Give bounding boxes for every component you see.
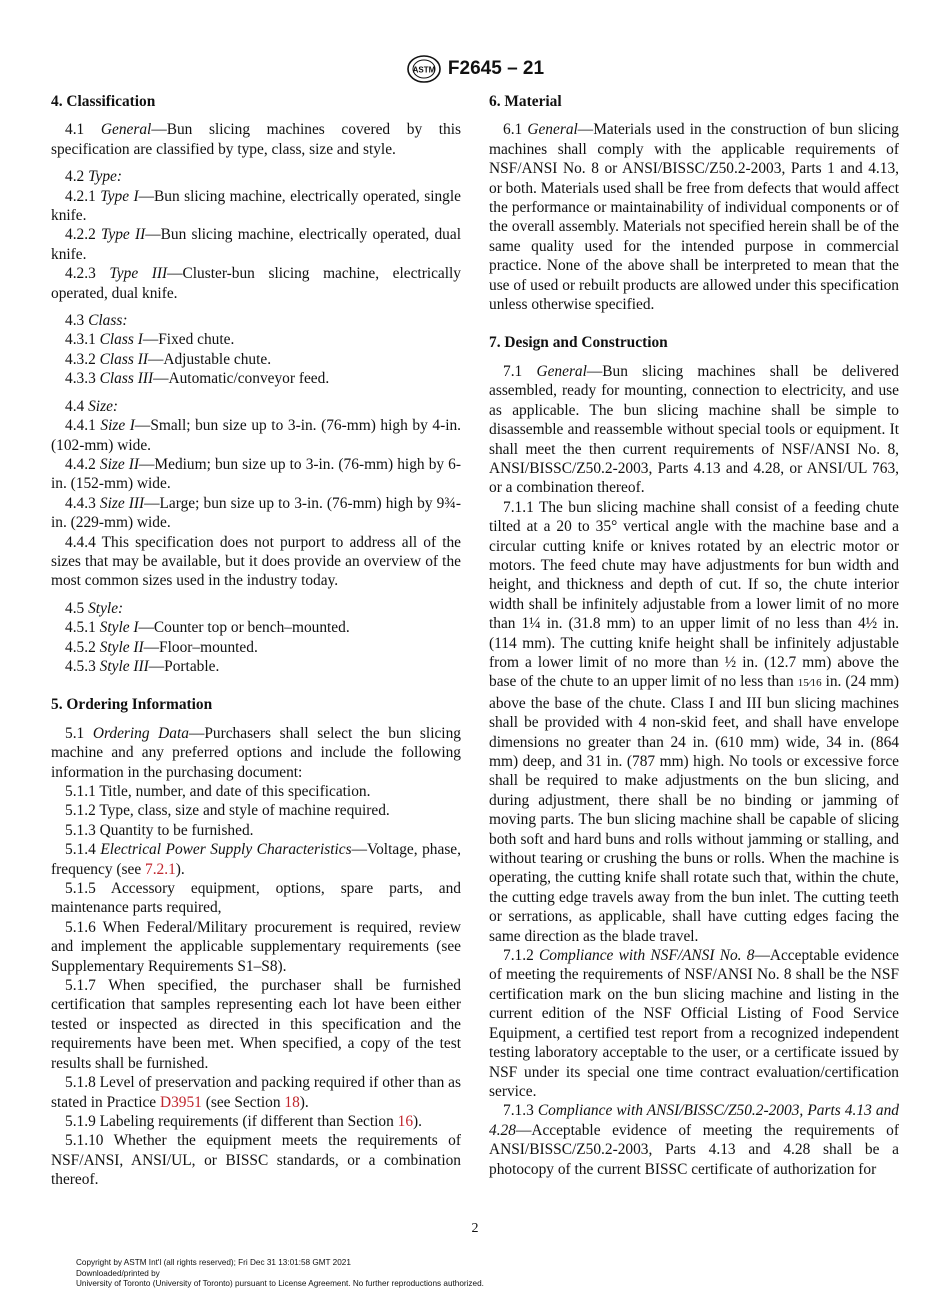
para-4-1: 4.1 General—Bun slicing machines covered by this specification are classified by type, class, size and style.: [51, 121, 461, 158]
copyright-footer: [76, 1258, 484, 1290]
para-7-1-1: 7.1.1 The bun slicing machine shall consist of a feeding chute tilted at a 20 to 35° vertical angle with the machine base and a circular cutting knife or knives rotated by an electric motor or motors. The feed chute may have adjustments for bun width and height, and thickness and depth of cut. If so, the chute interior width shall be infinitely adjustable from a lower limit of no more than 1¼ in. (31.8 mm) to an upper limit of no less than 4½ in. (114 mm). The cutting knife height shall be infinitely adjustable from a lower limit of no more than ½ in. (12.7 mm) above the base of the chute to an upper limit of no less than 15⁄16 in. (24 mm) above the base of the chute. Class I and III bun slicing machines shall be provided with 4 non-skid feet, and shall have envelope dimensions no greater than 24 in. (610 mm) wide, 34 in. (864 mm) deep, and 31 in. (787 mm) high. No tools or excessive force shall be required to make adjustments on the bun slicing, and during adjustment, there shall be no binding or jamming of moving parts. The bun slicing machine shall be capable of slicing both soft and hard buns and rolls without jamming or stalling, and without tearing or crushing the buns or rolls. When the machine is operating, the cutting knife shall rotate such that, within the chute, the cutting edge travels away from the bun inlet. The cutting teeth or serrations, as applicable, shall have cutting edges facing the same direction as the blade travel.: [489, 498, 899, 945]
para-5-1-3: 5.1.3 Quantity to be furnished.: [65, 821, 254, 839]
para-4-5-3: 4.5.3 Style III—Portable.: [65, 657, 220, 675]
para-5-1-2: 5.1.2 Type, class, size and style of machine required.: [65, 802, 390, 820]
para-5-1-7: 5.1.7 When specified, the purchaser shall be furnished certification that samples representing each lot have been either tested or inspected as directed in this specification and the requirements have been met. When specified, a copy of the test results shall be furnished.: [51, 977, 461, 1072]
para-4-5-2: 4.5.2 Style II—Floor–mounted.: [65, 638, 258, 656]
footer-line-1: Copyright by ASTM Int'l (all rights reserved); Fri Dec 31 13:01:58 GMT 2021: [76, 1258, 351, 1267]
para-6-1: 6.1 General—Materials used in the construction of bun slicing machines shall comply with the applicable requirements of NSF/ANSI No. 8 or ANSI/BISSC/Z50.2-2003, Parts 1 and 4.13, or both. Materials used shall be free from defects that would affect the performance or maintainability of individual components or of the overall assembly. Materials not specified herein shall be of the same quality used for the intended purpose in commercial practice. None of the above shall be interpreted to mean that the use of used or rebuilt products are allowed under this specification unless otherwise specified.: [489, 121, 899, 314]
para-4-3-2: 4.3.2 Class II—Adjustable chute.: [65, 350, 272, 368]
left-column: [51, 92, 461, 1190]
para-5-1-5: 5.1.5 Accessory equipment, options, spare parts, and maintenance parts required,: [51, 880, 461, 917]
link-section-16[interactable]: 16: [397, 1112, 414, 1130]
para-4-2-2: 4.2.2 Type II—Bun slicing machine, electrically operated, dual knife.: [51, 226, 461, 263]
para-4-4: 4.4 Size:: [65, 397, 119, 415]
logo-text: ASTM: [412, 65, 436, 75]
page-header: [0, 54, 950, 84]
right-column: [489, 92, 899, 1179]
section-7-title: 7. Design and Construction: [489, 334, 668, 352]
para-4-3-1: 4.3.1 Class I—Fixed chute.: [65, 331, 235, 349]
para-4-5: 4.5 Style:: [65, 599, 124, 617]
para-4-4-4: 4.4.4 This specification does not purport to address all of the sizes that may be available, but it does provide an overview of the most common sizes used in the industry today.: [51, 533, 461, 590]
footer-line-2: Downloaded/printed by: [76, 1268, 160, 1278]
designation: F2645 – 21: [447, 58, 545, 79]
astm-logo: [406, 54, 442, 84]
para-4-4-1: 4.4.1 Size I—Small; bun size up to 3-in. (76-mm) high by 4-in. (102-mm) wide.: [51, 417, 462, 454]
section-4-title: 4. Classification: [51, 93, 156, 110]
para-5-1-4: 5.1.4 Electrical Power Supply Characteristics—Voltage, phase, frequency (see 7.2.1).: [51, 841, 461, 878]
para-5-1-10: 5.1.10 Whether the equipment meets the requirements of NSF/ANSI, ANSI/UL, or BISSC standards, or a combination thereof.: [51, 1132, 461, 1189]
para-7-1-2: 7.1.2 Compliance with NSF/ANSI No. 8—Acceptable evidence of meeting the requirements of NSF/ANSI No. 8 shall be the NSF certification mark on the bun slicing machine and listing in the current edition of the NSF Official Listing of Food Service Equipment, a certified test report from a recognized independent testing laboratory acceptable to the user, or a certificate issued by NSF under its special one time contract evaluation/certification service.: [489, 947, 899, 1100]
para-5-1-8: 5.1.8 Level of preservation and packing required if other than as stated in Practice D3951 (see Section 18).: [51, 1074, 461, 1111]
para-4-3: 4.3 Class:: [65, 312, 128, 330]
footer-line-3: University of Toronto (University of Toronto) pursuant to License Agreement. No further reproductions authorized.: [76, 1279, 484, 1288]
para-5-1: 5.1 Ordering Data—Purchasers shall select the bun slicing machine and any preferred options and include the following information in the purchasing document:: [51, 724, 461, 781]
link-d3951[interactable]: D3951: [159, 1093, 202, 1111]
para-4-2-1: 4.2.1 Type I—Bun slicing machine, electrically operated, single knife.: [51, 187, 461, 225]
section-6-title: 6. Material: [489, 93, 562, 110]
section-5-title: 5. Ordering Information: [51, 696, 213, 714]
link-7-2-1[interactable]: 7.2.1: [145, 860, 176, 878]
para-4-5-1: 4.5.1 Style I—Counter top or bench–mounted.: [65, 619, 350, 637]
para-7-1-3: 7.1.3 Compliance with ANSI/BISSC/Z50.2-2003, Parts 4.13 and 4.28—Acceptable evidence of meeting the requirements of ANSI/BISSC/Z50.2-2003, Parts 4.13 and 4.28 shall be a photocopy of the current BISSC certificate of authorization for: [489, 1102, 899, 1178]
para-5-1-9: 5.1.9 Labeling requirements (if different than Section 16).: [65, 1112, 423, 1130]
para-7-1: 7.1 General—Bun slicing machines shall be delivered assembled, ready for mounting, connection to electricity, and use as applicable. The bun slicing machine shall be simple to disassemble and reassemble without special tools or equipment. It shall meet the then current requirements of NSF/ANSI No. 8, ANSI/BISSC/Z50.2-2003, Parts 4.13 and 4.28, or ANSI/UL 763, or a combination thereof.: [489, 362, 899, 497]
para-4-4-3: 4.4.3 Size III—Large; bun size up to 3-in. (76-mm) high by 9¾-in. (229-mm) wide.: [51, 494, 462, 532]
para-5-1-1: 5.1.1 Title, number, and date of this specification.: [65, 783, 371, 800]
para-4-2: 4.2 Type:: [65, 168, 123, 186]
link-section-18[interactable]: 18: [284, 1093, 300, 1111]
para-5-1-6: 5.1.6 When Federal/Military procurement is required, review and implement the applicable supplementary requirements (see Supplementary Requirements S1–S8).: [51, 918, 461, 975]
para-4-4-2: 4.4.2 Size II—Medium; bun size up to 3-in. (76-mm) high by 6-in. (152-mm) wide.: [51, 455, 462, 493]
para-4-2-3: 4.2.3 Type III—Cluster-bun slicing machine, electrically operated, dual knife.: [51, 265, 462, 302]
para-4-3-3: 4.3.3 Class III—Automatic/conveyor feed.: [65, 370, 330, 388]
page-number: 2: [471, 1221, 479, 1236]
